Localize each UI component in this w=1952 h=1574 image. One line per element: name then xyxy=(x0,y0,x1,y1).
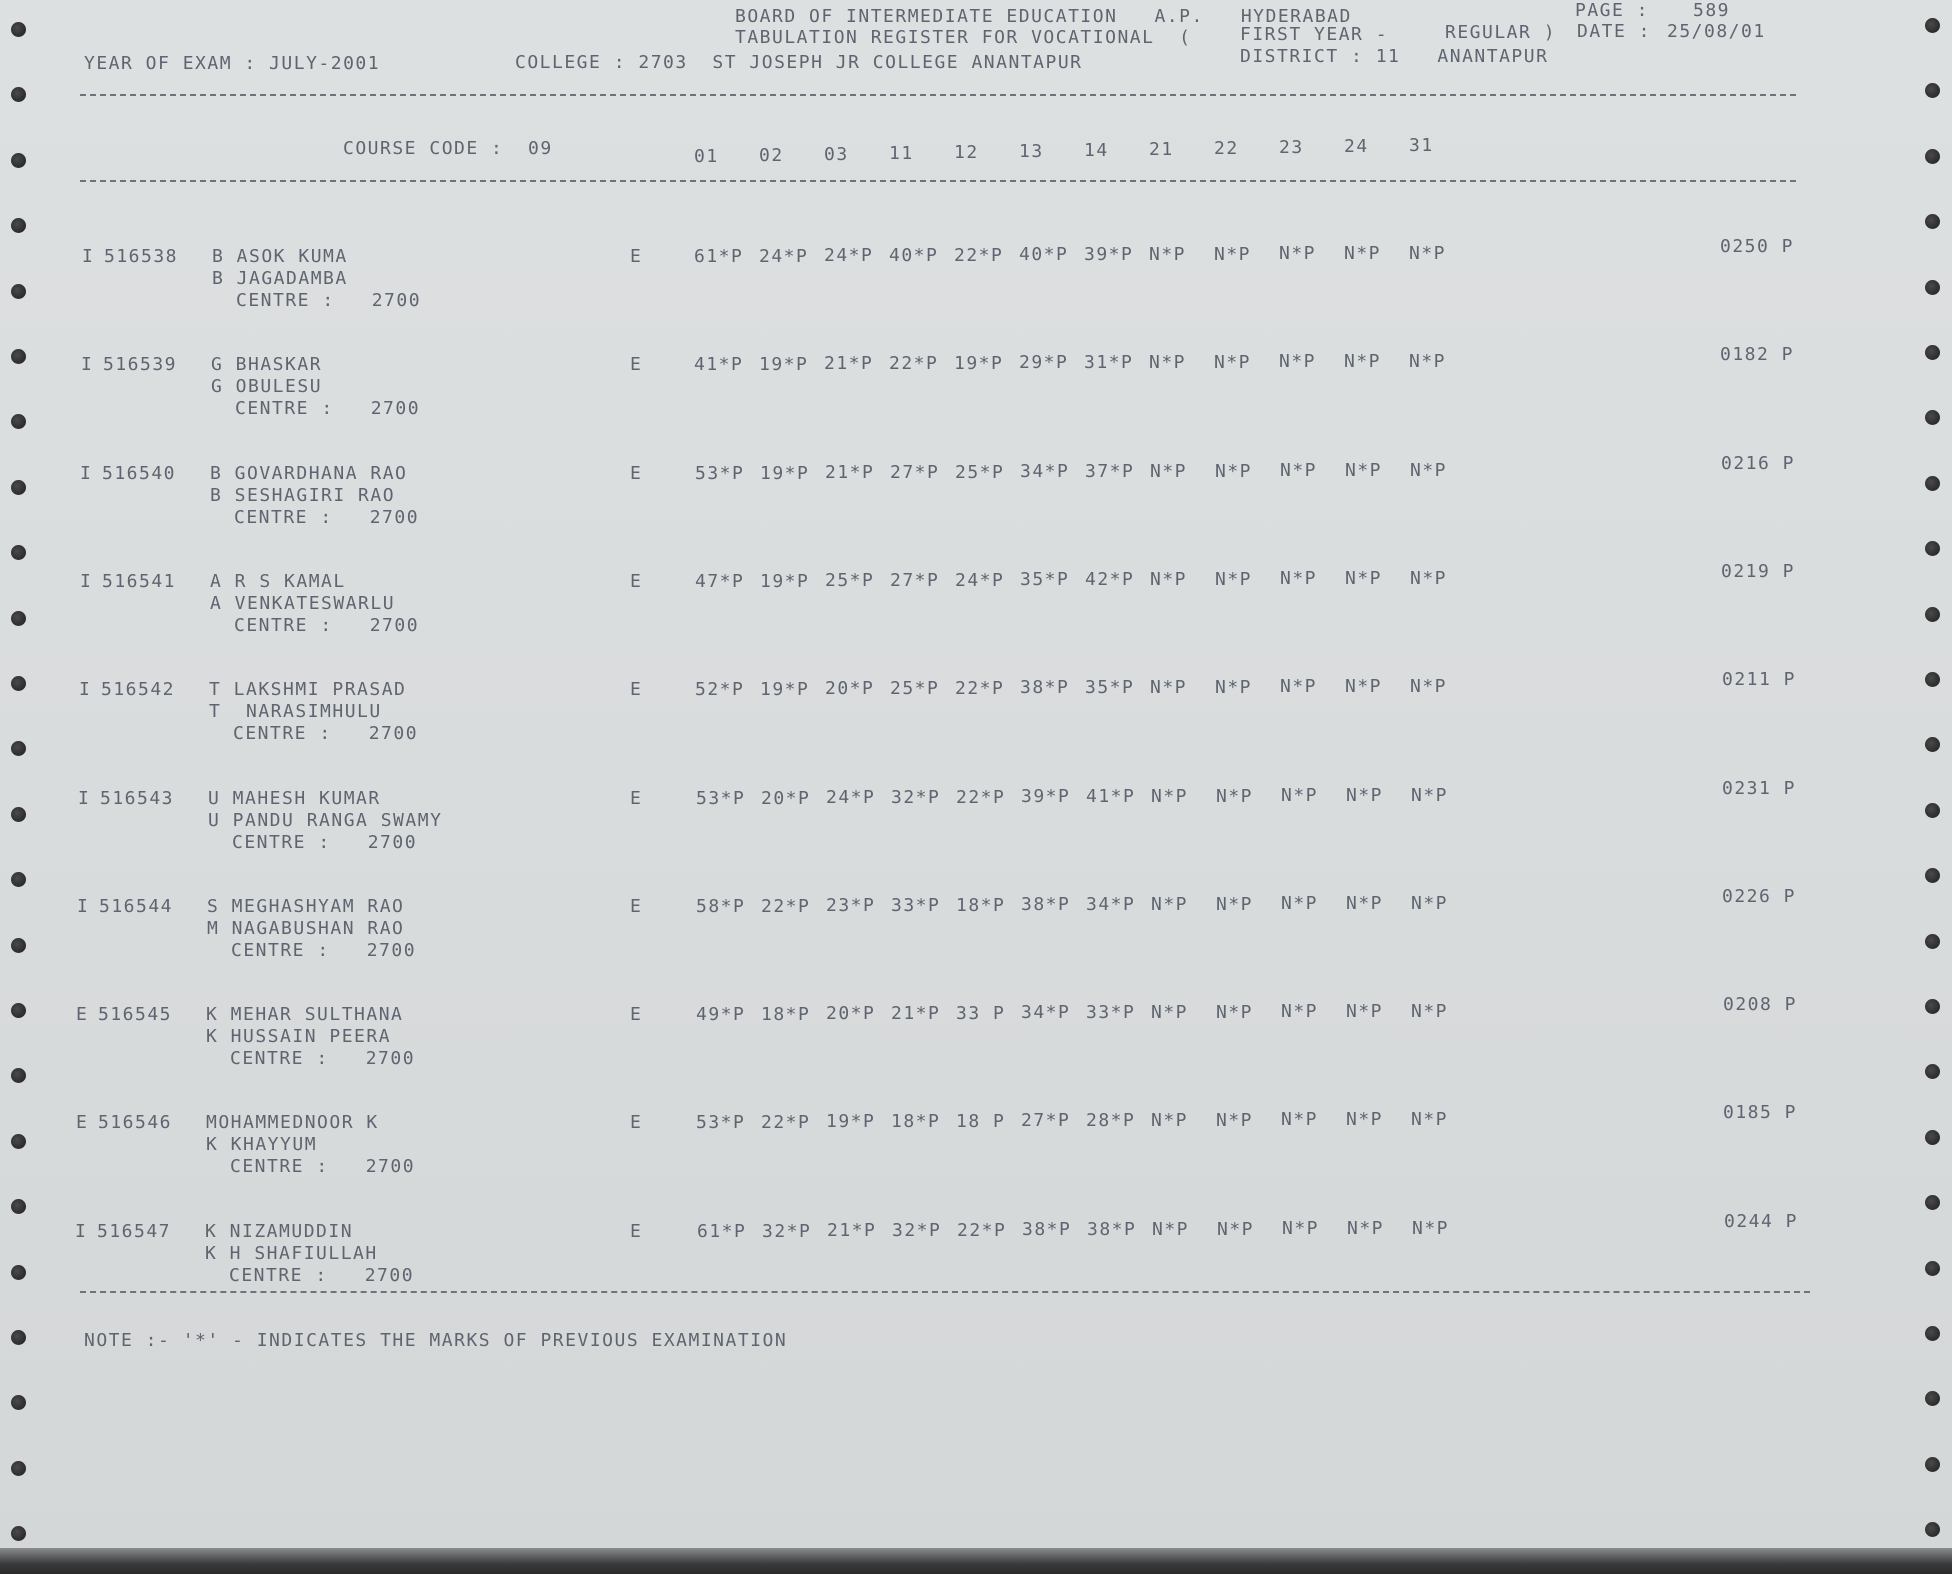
total-result: 0216 P xyxy=(1721,453,1796,474)
subject-mark: 41*P xyxy=(1086,786,1136,807)
candidate-type: I xyxy=(79,679,92,700)
regular-label: REGULAR ) xyxy=(1445,22,1557,43)
subject-mark: 35*P xyxy=(1020,569,1070,590)
subject-mark: 41*P xyxy=(694,354,744,375)
tractor-hole xyxy=(1925,868,1940,883)
subject-mark: N*P xyxy=(1214,244,1252,265)
subject-mark: 21*P xyxy=(825,462,875,483)
subject-mark: N*P xyxy=(1344,243,1382,264)
subject-mark: N*P xyxy=(1411,1001,1449,1022)
tractor-hole xyxy=(11,153,26,168)
subject-mark: 35*P xyxy=(1085,677,1135,698)
subject-mark: N*P xyxy=(1345,676,1383,697)
subject-mark: 49*P xyxy=(696,1004,746,1025)
subject-mark: 53*P xyxy=(696,788,746,809)
tractor-hole xyxy=(11,284,26,299)
subject-mark: 19*P xyxy=(759,354,809,375)
subject-mark: N*P xyxy=(1281,1109,1319,1130)
subject-mark: 52*P xyxy=(695,679,745,700)
subject-mark: 32*P xyxy=(891,787,941,808)
subject-mark: 27*P xyxy=(1021,1110,1071,1131)
subject-mark: 42*P xyxy=(1085,569,1135,590)
tractor-hole xyxy=(11,1199,26,1214)
subject-mark: 33 P xyxy=(956,1003,1006,1024)
subject-mark: 19*P xyxy=(760,571,810,592)
subject-mark: 38*P xyxy=(1020,677,1070,698)
subject-mark: N*P xyxy=(1411,1109,1449,1130)
subject-code: 24 xyxy=(1344,136,1369,157)
subject-mark: 38*P xyxy=(1022,1219,1072,1240)
paper-edge xyxy=(0,1548,1952,1574)
subject-mark: 38*P xyxy=(1087,1219,1137,1240)
tractor-hole xyxy=(11,1395,26,1410)
subject-mark: 24*P xyxy=(955,570,1005,591)
subject-mark: 34*P xyxy=(1021,1002,1071,1023)
candidate-name: G BHASKAR xyxy=(211,354,323,375)
tractor-hole xyxy=(11,480,26,495)
exam-centre: CENTRE : 2700 xyxy=(236,290,422,311)
subject-mark: 53*P xyxy=(695,463,745,484)
exam-centre: CENTRE : 2700 xyxy=(233,723,419,744)
total-result: 0250 P xyxy=(1720,236,1795,257)
candidate-type: I xyxy=(80,571,93,592)
subject-mark: 37*P xyxy=(1085,461,1135,482)
register-title: TABULATION REGISTER FOR VOCATIONAL ( xyxy=(735,27,1192,48)
medium: E xyxy=(630,246,643,267)
left-tractor-holes xyxy=(0,0,40,1560)
subject-mark: 34*P xyxy=(1020,461,1070,482)
subject-mark: 19*P xyxy=(826,1111,876,1132)
roll-number: 516539 xyxy=(103,354,178,375)
candidate-name: T LAKSHMI PRASAD xyxy=(209,679,407,700)
subject-mark: N*P xyxy=(1344,351,1382,372)
subject-mark: 20*P xyxy=(761,788,811,809)
subject-mark: 18*P xyxy=(891,1111,941,1132)
tractor-hole xyxy=(1925,149,1940,164)
subject-mark: N*P xyxy=(1281,893,1319,914)
roll-number: 516545 xyxy=(98,1004,173,1025)
subject-mark: 20*P xyxy=(825,678,875,699)
exam-centre: CENTRE : 2700 xyxy=(230,1048,416,1069)
subject-mark: N*P xyxy=(1215,677,1253,698)
subject-code: 14 xyxy=(1084,140,1109,161)
subject-mark: 21*P xyxy=(891,1003,941,1024)
exam-centre: CENTRE : 2700 xyxy=(234,615,420,636)
roll-number: 516544 xyxy=(99,896,174,917)
father-name: T NARASIMHULU xyxy=(209,701,382,722)
candidate-name: S MEGHASHYAM RAO xyxy=(207,896,405,917)
tractor-hole xyxy=(1925,214,1940,229)
exam-centre: CENTRE : 2700 xyxy=(234,507,420,528)
medium: E xyxy=(630,896,643,917)
subject-mark: 29*P xyxy=(1019,352,1069,373)
tractor-hole xyxy=(11,1068,26,1083)
tractor-hole xyxy=(11,22,26,37)
subject-mark: N*P xyxy=(1151,1110,1189,1131)
subject-mark: N*P xyxy=(1279,243,1317,264)
subject-mark: 19*P xyxy=(760,679,810,700)
roll-number: 516546 xyxy=(98,1112,173,1133)
roll-number: 516542 xyxy=(101,679,176,700)
tractor-hole xyxy=(1925,18,1940,33)
subject-code: 22 xyxy=(1214,138,1239,159)
tractor-hole xyxy=(11,676,26,691)
subject-code: 12 xyxy=(954,142,979,163)
subject-mark: N*P xyxy=(1345,460,1383,481)
medium: E xyxy=(630,788,643,809)
tractor-hole xyxy=(1925,410,1940,425)
roll-number: 516547 xyxy=(97,1221,172,1242)
candidate-type: I xyxy=(82,246,95,267)
subject-code: 23 xyxy=(1279,137,1304,158)
total-result: 0219 P xyxy=(1721,561,1796,582)
medium: E xyxy=(630,354,643,375)
subject-code: 31 xyxy=(1409,135,1434,156)
tractor-hole xyxy=(1925,280,1940,295)
candidate-type: E xyxy=(76,1112,89,1133)
tractor-hole xyxy=(1925,541,1940,556)
course-rule xyxy=(80,180,1796,182)
subject-mark: N*P xyxy=(1149,352,1187,373)
tractor-hole xyxy=(1925,1195,1940,1210)
subject-mark: N*P xyxy=(1281,1001,1319,1022)
roll-number: 516541 xyxy=(102,571,177,592)
header-rule xyxy=(80,94,1796,96)
subject-mark: N*P xyxy=(1410,676,1448,697)
page-label: PAGE : xyxy=(1575,0,1650,21)
tractor-hole xyxy=(11,1003,26,1018)
tractor-hole xyxy=(11,349,26,364)
subject-mark: 39*P xyxy=(1021,786,1071,807)
roll-number: 516543 xyxy=(100,788,175,809)
roll-number: 516538 xyxy=(104,246,179,267)
subject-mark: N*P xyxy=(1216,894,1254,915)
tractor-hole xyxy=(11,87,26,102)
father-name: K KHAYYUM xyxy=(206,1134,318,1155)
father-name: A VENKATESWARLU xyxy=(210,593,396,614)
subject-mark: 33*P xyxy=(1086,1002,1136,1023)
subject-mark: 31*P xyxy=(1084,352,1134,373)
total-result: 0244 P xyxy=(1724,1211,1799,1232)
subject-mark: N*P xyxy=(1280,460,1318,481)
subject-mark: N*P xyxy=(1280,568,1318,589)
subject-mark: N*P xyxy=(1411,893,1449,914)
tractor-hole xyxy=(1925,1326,1940,1341)
tractor-hole xyxy=(1925,803,1940,818)
subject-mark: N*P xyxy=(1150,569,1188,590)
subject-mark: N*P xyxy=(1411,785,1449,806)
tractor-hole xyxy=(1925,1261,1940,1276)
subject-mark: 22*P xyxy=(889,353,939,374)
total-result: 0182 P xyxy=(1720,344,1795,365)
subject-mark: N*P xyxy=(1347,1218,1385,1239)
medium: E xyxy=(630,1112,643,1133)
roll-number: 516540 xyxy=(102,463,177,484)
subject-mark: 23*P xyxy=(826,895,876,916)
tractor-hole xyxy=(11,741,26,756)
father-name: M NAGABUSHAN RAO xyxy=(207,918,405,939)
exam-centre: CENTRE : 2700 xyxy=(230,1156,416,1177)
total-result: 0226 P xyxy=(1722,886,1797,907)
total-result: 0231 P xyxy=(1722,778,1797,799)
total-result: 0208 P xyxy=(1723,994,1798,1015)
father-name: K HUSSAIN PEERA xyxy=(206,1026,392,1047)
tractor-hole xyxy=(1925,1457,1940,1472)
board-title: BOARD OF INTERMEDIATE EDUCATION A.P. HYDERABAD xyxy=(735,6,1352,27)
subject-mark: N*P xyxy=(1216,1110,1254,1131)
medium: E xyxy=(630,571,643,592)
tractor-hole xyxy=(11,1526,26,1541)
subject-mark: N*P xyxy=(1215,569,1253,590)
subject-mark: 21*P xyxy=(827,1220,877,1241)
subject-mark: 22*P xyxy=(956,787,1006,808)
subject-mark: 19*P xyxy=(760,463,810,484)
exam-centre: CENTRE : 2700 xyxy=(229,1265,415,1286)
subject-code: 11 xyxy=(889,143,914,164)
subject-mark: 20*P xyxy=(826,1003,876,1024)
subject-code: 03 xyxy=(824,144,849,165)
subject-mark: N*P xyxy=(1215,461,1253,482)
subject-mark: N*P xyxy=(1216,786,1254,807)
exam-centre: CENTRE : 2700 xyxy=(232,832,418,853)
subject-mark: N*P xyxy=(1152,1219,1190,1240)
subject-mark: N*P xyxy=(1346,893,1384,914)
print-date: 25/08/01 xyxy=(1667,21,1766,42)
candidate-type: I xyxy=(80,463,93,484)
candidate-name: K MEHAR SULTHANA xyxy=(206,1004,404,1025)
tractor-hole xyxy=(11,414,26,429)
tractor-hole xyxy=(1925,607,1940,622)
college-info: COLLEGE : 2703 ST JOSEPH JR COLLEGE ANANTAPUR xyxy=(515,52,1083,73)
course-code: COURSE CODE : 09 xyxy=(343,138,553,159)
subject-mark: 33*P xyxy=(891,895,941,916)
candidate-type: I xyxy=(75,1221,88,1242)
total-result: 0211 P xyxy=(1722,669,1797,690)
subject-mark: N*P xyxy=(1217,1219,1255,1240)
subject-mark: N*P xyxy=(1216,1002,1254,1023)
subject-mark: N*P xyxy=(1214,352,1252,373)
subject-mark: 40*P xyxy=(1019,244,1069,265)
subject-mark: N*P xyxy=(1281,785,1319,806)
subject-mark: 28*P xyxy=(1086,1110,1136,1131)
subject-mark: N*P xyxy=(1410,460,1448,481)
subject-mark: 40*P xyxy=(889,245,939,266)
subject-mark: 18*P xyxy=(761,1004,811,1025)
father-name: K H SHAFIULLAH xyxy=(205,1243,378,1264)
subject-mark: N*P xyxy=(1282,1218,1320,1239)
tractor-hole xyxy=(11,1265,26,1280)
year-type: FIRST YEAR - xyxy=(1240,24,1389,45)
candidate-type: I xyxy=(81,354,94,375)
subject-mark: 27*P xyxy=(890,570,940,591)
tractor-hole xyxy=(1925,672,1940,687)
subject-mark: 34*P xyxy=(1086,894,1136,915)
date-label: DATE : xyxy=(1577,21,1652,42)
subject-mark: 19*P xyxy=(954,353,1004,374)
subject-mark: 39*P xyxy=(1084,244,1134,265)
tractor-hole xyxy=(11,611,26,626)
tractor-hole xyxy=(11,1330,26,1345)
tractor-hole xyxy=(1925,476,1940,491)
tractor-hole xyxy=(1925,345,1940,360)
tractor-hole xyxy=(1925,999,1940,1014)
subject-mark: N*P xyxy=(1410,568,1448,589)
subject-code: 13 xyxy=(1019,141,1044,162)
tractor-hole xyxy=(11,872,26,887)
subject-mark: 24*P xyxy=(824,245,874,266)
tractor-hole xyxy=(11,218,26,233)
medium: E xyxy=(630,1221,643,1242)
subject-mark: 32*P xyxy=(762,1221,812,1242)
tractor-hole xyxy=(11,1134,26,1149)
subject-mark: N*P xyxy=(1346,785,1384,806)
subject-mark: 24*P xyxy=(759,246,809,267)
subject-mark: 47*P xyxy=(695,571,745,592)
subject-mark: 38*P xyxy=(1021,894,1071,915)
candidate-name: K NIZAMUDDIN xyxy=(205,1221,354,1242)
tractor-hole xyxy=(11,807,26,822)
subject-mark: 22*P xyxy=(761,1112,811,1133)
subject-mark: 18*P xyxy=(956,895,1006,916)
subject-mark: 25*P xyxy=(825,570,875,591)
tractor-hole xyxy=(1925,934,1940,949)
subject-mark: N*P xyxy=(1280,676,1318,697)
tractor-hole xyxy=(1925,1522,1940,1537)
footnote: NOTE :- '*' - INDICATES THE MARKS OF PREVIOUS EXAMINATION xyxy=(84,1330,788,1351)
subject-mark: N*P xyxy=(1151,894,1189,915)
subject-code: 02 xyxy=(759,145,784,166)
tractor-hole xyxy=(11,938,26,953)
subject-mark: 58*P xyxy=(696,896,746,917)
subject-mark: 22*P xyxy=(957,1220,1007,1241)
subject-mark: 25*P xyxy=(955,462,1005,483)
subject-mark: N*P xyxy=(1412,1218,1450,1239)
tractor-hole xyxy=(11,545,26,560)
tractor-hole xyxy=(1925,737,1940,752)
subject-code: 21 xyxy=(1149,139,1174,160)
candidate-name: B GOVARDHANA RAO xyxy=(210,463,408,484)
subject-mark: N*P xyxy=(1150,677,1188,698)
candidate-name: MOHAMMEDNOOR K xyxy=(206,1112,379,1133)
right-tractor-holes xyxy=(1912,0,1952,1560)
candidate-name: A R S KAMAL xyxy=(210,571,346,592)
subject-mark: N*P xyxy=(1151,786,1189,807)
subject-mark: 25*P xyxy=(890,678,940,699)
subject-mark: N*P xyxy=(1409,351,1447,372)
subject-mark: N*P xyxy=(1346,1001,1384,1022)
subject-mark: 53*P xyxy=(696,1112,746,1133)
subject-mark: N*P xyxy=(1150,461,1188,482)
medium: E xyxy=(630,679,643,700)
subject-mark: 18 P xyxy=(956,1111,1006,1132)
subject-mark: 22*P xyxy=(761,896,811,917)
candidate-name: U MAHESH KUMAR xyxy=(208,788,381,809)
subject-mark: 22*P xyxy=(954,245,1004,266)
exam-centre: CENTRE : 2700 xyxy=(231,940,417,961)
subject-mark: 61*P xyxy=(697,1221,747,1242)
medium: E xyxy=(630,1004,643,1025)
year-of-exam: YEAR OF EXAM : JULY-2001 xyxy=(84,53,381,74)
exam-centre: CENTRE : 2700 xyxy=(235,398,421,419)
tractor-hole xyxy=(1925,1391,1940,1406)
father-name: B JAGADAMBA xyxy=(212,268,348,289)
father-name: G OBULESU xyxy=(211,376,323,397)
page-number: 589 xyxy=(1693,0,1731,21)
subject-mark: N*P xyxy=(1409,243,1447,264)
subject-mark: 61*P xyxy=(694,246,744,267)
candidate-name: B ASOK KUMA xyxy=(212,246,348,267)
candidate-type: I xyxy=(77,896,90,917)
tractor-hole xyxy=(1925,83,1940,98)
subject-mark: N*P xyxy=(1151,1002,1189,1023)
medium: E xyxy=(630,463,643,484)
tractor-hole xyxy=(11,1461,26,1476)
subject-mark: N*P xyxy=(1149,244,1187,265)
footer-rule xyxy=(80,1291,1810,1293)
district-info: DISTRICT : 11 ANANTAPUR xyxy=(1240,46,1549,67)
subject-mark: N*P xyxy=(1279,351,1317,372)
tractor-hole xyxy=(1925,1064,1940,1079)
candidate-type: I xyxy=(78,788,91,809)
total-result: 0185 P xyxy=(1723,1102,1798,1123)
subject-mark: 21*P xyxy=(824,353,874,374)
subject-mark: 24*P xyxy=(826,787,876,808)
father-name: U PANDU RANGA SWAMY xyxy=(208,810,443,831)
subject-mark: 32*P xyxy=(892,1220,942,1241)
father-name: B SESHAGIRI RAO xyxy=(210,485,396,506)
candidate-type: E xyxy=(76,1004,89,1025)
subject-code: 01 xyxy=(694,146,719,167)
subject-mark: N*P xyxy=(1345,568,1383,589)
tractor-hole xyxy=(1925,1130,1940,1145)
subject-mark: 22*P xyxy=(955,678,1005,699)
subject-mark: 27*P xyxy=(890,462,940,483)
subject-mark: N*P xyxy=(1346,1109,1384,1130)
